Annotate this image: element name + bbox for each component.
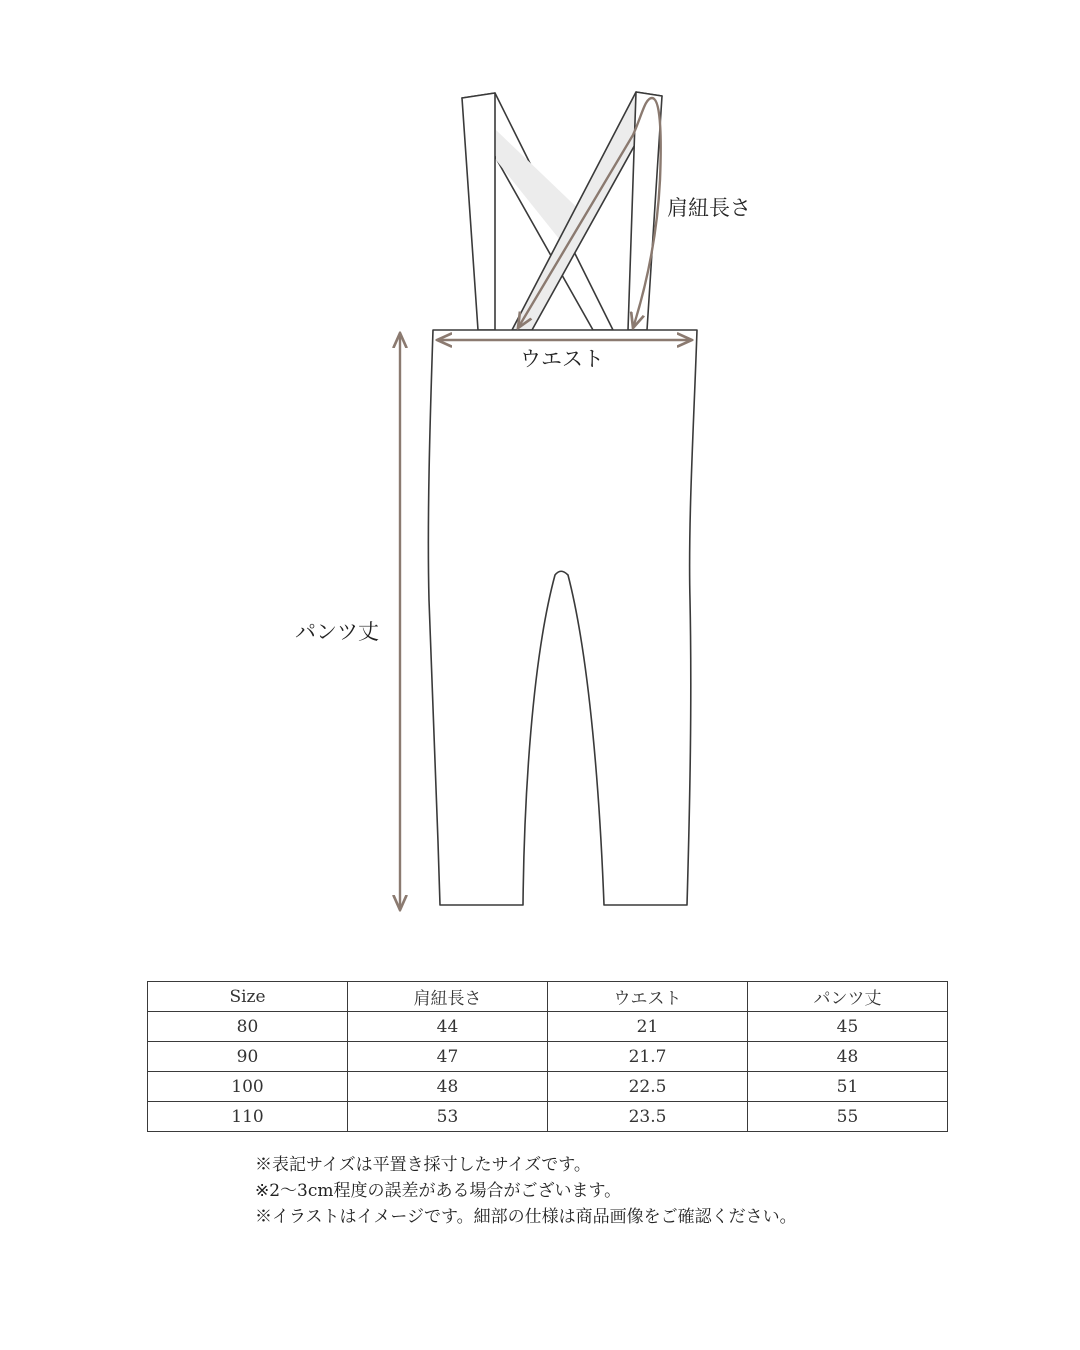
header-strap-length: 肩紐長さ (348, 982, 548, 1012)
cell-strap-length: 48 (348, 1072, 548, 1102)
header-pants-length: パンツ丈 (748, 982, 948, 1012)
cell-strap-length: 44 (348, 1012, 548, 1042)
strap-length-label: 肩紐長さ (667, 196, 751, 220)
cell-pants-length: 48 (748, 1042, 948, 1072)
header-size: Size (148, 982, 348, 1012)
cell-pants-length: 45 (748, 1012, 948, 1042)
cell-waist: 21 (548, 1012, 748, 1042)
notes (255, 1152, 797, 1230)
cell-waist: 22.5 (548, 1072, 748, 1102)
pants-outline (428, 330, 697, 905)
size-table (147, 981, 948, 1132)
note-illustration: ※イラストはイメージです。細部の仕様は商品画像をご確認ください。 (255, 1207, 797, 1227)
header-waist: ウエスト (548, 982, 748, 1012)
cell-size: 80 (148, 1012, 348, 1042)
pants-length-label: パンツ丈 (295, 620, 379, 644)
note-flat-measurement: ※表記サイズは平置き採寸したサイズです。 (255, 1155, 591, 1175)
cell-size: 100 (148, 1072, 348, 1102)
cell-waist: 21.7 (548, 1042, 748, 1072)
waist-label: ウエスト (520, 347, 604, 371)
table-header-row (148, 982, 948, 1012)
cell-size: 110 (148, 1102, 348, 1132)
note-measurement-error: ※2〜3cm程度の誤差がある場合がございます。 (255, 1181, 622, 1201)
cell-strap-length: 53 (348, 1102, 548, 1132)
table-row (148, 1072, 948, 1102)
table-row (148, 1102, 948, 1132)
cell-strap-length: 47 (348, 1042, 548, 1072)
table-row (148, 1012, 948, 1042)
table-row (148, 1042, 948, 1072)
cell-size: 90 (148, 1042, 348, 1072)
suspender-straps (462, 92, 662, 330)
cell-waist: 23.5 (548, 1102, 748, 1132)
cell-pants-length: 55 (748, 1102, 948, 1132)
cell-pants-length: 51 (748, 1072, 948, 1102)
left-strap-outer (462, 93, 495, 330)
